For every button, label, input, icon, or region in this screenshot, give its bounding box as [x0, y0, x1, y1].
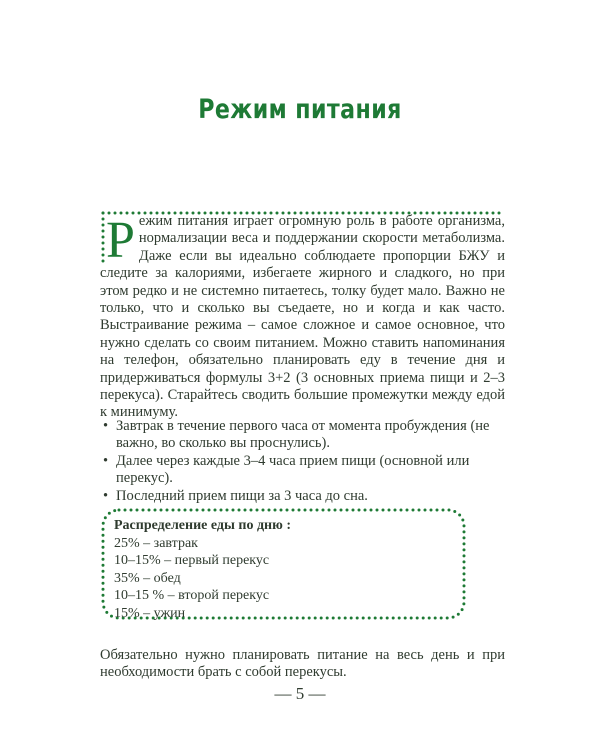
page-title: Режим питания: [198, 94, 402, 126]
bullet-marker: •: [103, 418, 109, 434]
distribution-line: 35% – обед: [114, 570, 181, 586]
intro-text: ежим питания играет огромную роль в работе организма, нормализации веса и поддержании скорости метаболизма. Даже если вы идеально соблюдаете пропорции БЖУ и следите за калориями, избегаете жирного и сладкого, но при этом редко и не системно питаетесь, толку будет мало. Важно не только, что и сколько вы съедаете, но и когда и как часто. Выстраивание режима – самое сложное и самое основное, что нужно сделать со своим питанием. Можно ставить напоминания на телефон, обязательно планировать еду в течение дня и придерживаться формулы 3+2 (3 основных приема пищи и 2–3 перекуса). Старайтесь сводить большие промежутки между едой к минимуму.: [100, 213, 505, 421]
bullet-marker: •: [103, 487, 109, 504]
list-item-text: Завтрак в течение первого часа от момента пробуждения (не важно, во сколько вы проснулись).: [116, 418, 490, 452]
distribution-title: Распределение еды по дню :: [114, 518, 291, 533]
drop-cap: Р: [106, 212, 135, 269]
distribution-line: 10–15% – первый перекус: [114, 553, 270, 569]
page-number: — 5 —: [274, 684, 326, 703]
distribution-content: [114, 517, 291, 623]
distribution-line: 15% – ужин: [114, 605, 186, 621]
distribution-box: [100, 507, 467, 621]
intro-paragraph: [100, 213, 505, 422]
intro-section: [100, 210, 505, 421]
closing-paragraph: Обязательно нужно планировать питание на весь день и при необходимости брать с собой перекусы.: [100, 646, 505, 680]
bullet-list: [100, 418, 500, 505]
list-item: [100, 418, 500, 453]
list-item: [100, 488, 500, 505]
distribution-line: 25% – завтрак: [114, 535, 198, 551]
list-item-text: Последний прием пищи за 3 часа до сна.: [116, 487, 368, 504]
list-item-text: Далее через каждые 3–4 часа прием пищи (основной или перекус).: [116, 452, 470, 487]
distribution-line: 10–15 % – второй перекус: [114, 588, 270, 604]
bullet-marker: •: [103, 452, 109, 469]
list-item: [100, 453, 500, 488]
